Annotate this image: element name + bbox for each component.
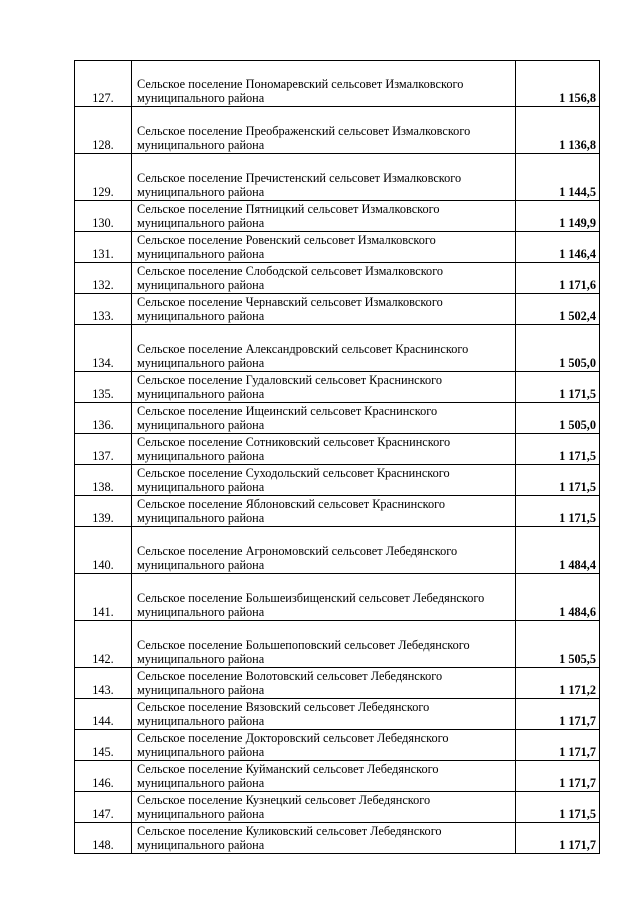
table-row bbox=[75, 403, 600, 434]
table-body bbox=[75, 61, 600, 854]
table-row bbox=[75, 263, 600, 294]
row-value: 1 171,7 bbox=[516, 730, 600, 761]
row-value: 1 484,4 bbox=[516, 527, 600, 574]
row-number: 139. bbox=[75, 496, 132, 527]
row-value: 1 171,5 bbox=[516, 372, 600, 403]
settlement-name-text: Сельское поселение Кузнецкий сельсовет Лебедянского муниципального района bbox=[137, 793, 431, 821]
table-row bbox=[75, 294, 600, 325]
table-row bbox=[75, 823, 600, 854]
table-row bbox=[75, 107, 600, 154]
row-number: 133. bbox=[75, 294, 132, 325]
settlement-name-text: Сельское поселение Волотовский сельсовет Лебедянского муниципального района bbox=[137, 669, 443, 697]
settlement-name bbox=[132, 201, 516, 232]
settlement-name bbox=[132, 668, 516, 699]
settlement-name bbox=[132, 372, 516, 403]
row-number: 128. bbox=[75, 107, 132, 154]
table-row bbox=[75, 465, 600, 496]
row-number: 148. bbox=[75, 823, 132, 854]
table-row bbox=[75, 761, 600, 792]
row-value: 1 171,5 bbox=[516, 496, 600, 527]
settlement-name-text: Сельское поселение Докторовский сельсовет Лебедянского муниципального района bbox=[137, 731, 449, 759]
row-value: 1 505,0 bbox=[516, 403, 600, 434]
row-number: 135. bbox=[75, 372, 132, 403]
settlement-name bbox=[132, 621, 516, 668]
table-row bbox=[75, 496, 600, 527]
row-number: 127. bbox=[75, 61, 132, 107]
row-value: 1 136,8 bbox=[516, 107, 600, 154]
table-row bbox=[75, 325, 600, 372]
settlement-name-text: Сельское поселение Куйманский сельсовет Лебедянского муниципального района bbox=[137, 762, 439, 790]
settlement-name bbox=[132, 465, 516, 496]
row-value: 1 171,7 bbox=[516, 823, 600, 854]
row-number: 132. bbox=[75, 263, 132, 294]
table-row bbox=[75, 201, 600, 232]
row-number: 136. bbox=[75, 403, 132, 434]
table-row bbox=[75, 621, 600, 668]
table-row bbox=[75, 154, 600, 201]
row-number: 131. bbox=[75, 232, 132, 263]
table-row bbox=[75, 527, 600, 574]
table-row bbox=[75, 61, 600, 107]
settlement-name-text: Сельское поселение Пономаревский сельсовет Измалковского муниципального района bbox=[137, 77, 464, 105]
table-row bbox=[75, 730, 600, 761]
settlement-name bbox=[132, 496, 516, 527]
table-row bbox=[75, 574, 600, 621]
row-value: 1 156,8 bbox=[516, 61, 600, 107]
row-value: 1 171,5 bbox=[516, 434, 600, 465]
row-value: 1 149,9 bbox=[516, 201, 600, 232]
table-row bbox=[75, 232, 600, 263]
row-number: 143. bbox=[75, 668, 132, 699]
settlement-name-text: Сельское поселение Ищеинский сельсовет Краснинского муниципального района bbox=[137, 404, 438, 432]
settlement-name bbox=[132, 403, 516, 434]
row-number: 146. bbox=[75, 761, 132, 792]
table-row bbox=[75, 668, 600, 699]
row-value: 1 171,7 bbox=[516, 699, 600, 730]
settlement-name-text: Сельское поселение Слободской сельсовет Измалковского муниципального района bbox=[137, 264, 444, 292]
row-value: 1 505,0 bbox=[516, 325, 600, 372]
settlement-name bbox=[132, 232, 516, 263]
settlement-name-text: Сельское поселение Суходольский сельсовет Краснинского муниципального района bbox=[137, 466, 450, 494]
settlement-name-text: Сельское поселение Сотниковский сельсовет Краснинского муниципального района bbox=[137, 435, 451, 463]
settlement-name-text: Сельское поселение Чернавский сельсовет Измалковского муниципального района bbox=[137, 295, 443, 323]
table-row bbox=[75, 699, 600, 730]
settlement-name bbox=[132, 263, 516, 294]
settlement-name-text: Сельское поселение Яблоновский сельсовет Краснинского муниципального района bbox=[137, 497, 446, 525]
settlement-name-text: Сельское поселение Вязовский сельсовет Лебедянского муниципального района bbox=[137, 700, 430, 728]
row-value: 1 171,2 bbox=[516, 668, 600, 699]
row-number: 134. bbox=[75, 325, 132, 372]
settlement-name-text: Сельское поселение Александровский сельсовет Краснинского муниципального района bbox=[137, 342, 469, 370]
settlement-name bbox=[132, 699, 516, 730]
settlement-name-text: Сельское поселение Куликовский сельсовет Лебедянского муниципального района bbox=[137, 824, 442, 852]
row-number: 142. bbox=[75, 621, 132, 668]
table-row bbox=[75, 434, 600, 465]
row-number: 144. bbox=[75, 699, 132, 730]
settlement-name-text: Сельское поселение Пречистенский сельсовет Измалковского муниципального района bbox=[137, 171, 462, 199]
settlement-name-text: Сельское поселение Большеизбищенский сельсовет Лебедянского муниципального района bbox=[137, 591, 485, 619]
settlement-name-text: Сельское поселение Пятницкий сельсовет Измалковского муниципального района bbox=[137, 202, 440, 230]
row-number: 145. bbox=[75, 730, 132, 761]
settlement-name bbox=[132, 574, 516, 621]
settlement-name bbox=[132, 154, 516, 201]
row-value: 1 484,6 bbox=[516, 574, 600, 621]
settlement-name bbox=[132, 325, 516, 372]
budget-table bbox=[74, 60, 600, 854]
settlement-name-text: Сельское поселение Агрономовский сельсовет Лебедянского муниципального района bbox=[137, 544, 458, 572]
row-value: 1 146,4 bbox=[516, 232, 600, 263]
row-value: 1 144,5 bbox=[516, 154, 600, 201]
row-value: 1 171,5 bbox=[516, 792, 600, 823]
row-number: 137. bbox=[75, 434, 132, 465]
settlement-name-text: Сельское поселение Ровенский сельсовет Измалковского муниципального района bbox=[137, 233, 436, 261]
row-value: 1 171,7 bbox=[516, 761, 600, 792]
row-number: 147. bbox=[75, 792, 132, 823]
row-value: 1 505,5 bbox=[516, 621, 600, 668]
settlement-name bbox=[132, 792, 516, 823]
settlement-name bbox=[132, 434, 516, 465]
row-number: 129. bbox=[75, 154, 132, 201]
settlement-name-text: Сельское поселение Большепоповский сельсовет Лебедянского муниципального района bbox=[137, 638, 470, 666]
row-number: 130. bbox=[75, 201, 132, 232]
settlement-name bbox=[132, 294, 516, 325]
settlement-name bbox=[132, 730, 516, 761]
settlement-name-text: Сельское поселение Гудаловский сельсовет Краснинского муниципального района bbox=[137, 373, 443, 401]
table-row bbox=[75, 792, 600, 823]
settlement-name bbox=[132, 761, 516, 792]
row-number: 140. bbox=[75, 527, 132, 574]
settlement-name bbox=[132, 527, 516, 574]
settlement-name bbox=[132, 823, 516, 854]
row-number: 141. bbox=[75, 574, 132, 621]
table-row bbox=[75, 372, 600, 403]
settlement-name bbox=[132, 61, 516, 107]
row-value: 1 171,5 bbox=[516, 465, 600, 496]
settlement-name-text: Сельское поселение Преображенский сельсовет Измалковского муниципального района bbox=[137, 124, 471, 152]
row-value: 1 502,4 bbox=[516, 294, 600, 325]
row-number: 138. bbox=[75, 465, 132, 496]
row-value: 1 171,6 bbox=[516, 263, 600, 294]
settlement-name bbox=[132, 107, 516, 154]
